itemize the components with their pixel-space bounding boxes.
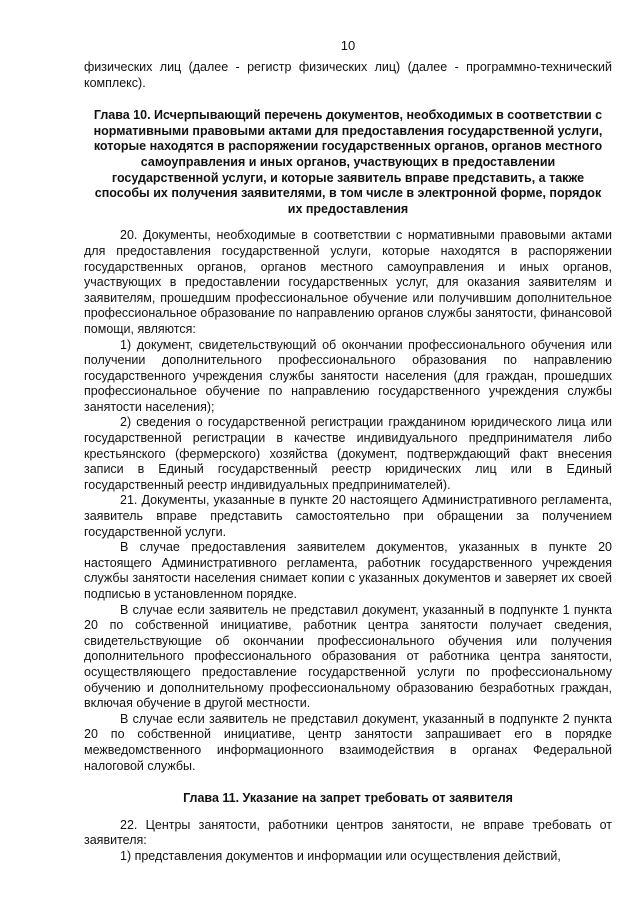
paragraph-20-item-1: 1) документ, свидетельствующий об окончании профессионального обучения или получении дополнительного профессионального образования по направлению государственного учреждения службы занятости населения (для граждан, прошедших профессиональное обучение по направлению государственного учреждения службы занятости населения);	[84, 337, 612, 414]
paragraph-subitem-2: В случае если заявитель не представил документ, указанный в подпункте 2 пункта 20 по собственной инициативе, центр занятости запрашивает его в порядке межведомственного информационного взаимодействия в органах Федеральной налоговой службы.	[84, 711, 612, 773]
paragraph-20-item-2: 2) сведения о государственной регистрации гражданином юридического лица или государственной регистрации в качестве индивидуального предпринимателя либо крестьянского (фермерского) хозяйства (документ, подтверждающий факт внесения записи в Единый государственный реестр юридических лиц или в Единый государственный реестр индивидуальных предпринимателей).	[84, 415, 612, 492]
paragraph-subitem-1: В случае если заявитель не представил документ, указанный в подпункте 1 пункта 20 по собственной инициативе, работник центра занятости получает сведения, свидетельствующие об окончании профессионального обучения или получения дополнительного профессионального образования от работника центра занятости, осуществляющего предоставление государственной услуги по профессиональному обучению и дополнительному профессиональному образованию безработных граждан, включая обучение в другой местности.	[84, 602, 612, 711]
spacer	[84, 774, 612, 791]
chapter-11-heading: Глава 11. Указание на запрет требовать от заявителя	[183, 791, 513, 806]
spacer	[84, 807, 612, 818]
paragraph-22: 22. Центры занятости, работники центров занятости, не вправе требовать от заявителя:	[84, 817, 612, 848]
paragraph-22-item-1: 1) представления документов и информации или осуществления действий,	[120, 848, 561, 863]
intro-paragraph: физических лиц (далее - регистр физических лиц) (далее - программно-технический комплекс).	[84, 60, 612, 90]
spacer	[84, 217, 612, 228]
paragraph-20: 20. Документы, необходимые в соответствии с нормативными правовыми актами для предоставления государственной услуги, которые находятся в распоряжении государственных органов, органов местного самоуправления и иных органов, участвующих в предоставлении государственных услуг, для оказания заявителям и заявителям, прошедшим профессиональное обучение или получившим дополнительное профессиональное образование по направлению органов службы занятости, финансовой помощи, являются:	[84, 228, 612, 336]
paragraph-21: 21. Документы, указанные в пункте 20 настоящего Административного регламента, заявитель вправе представить самостоятельно при обращении за получением государственной услуги.	[84, 493, 612, 539]
document-page	[84, 38, 612, 865]
chapter-10-heading: Глава 10. Исчерпывающий перечень документов, необходимых в соответствии с нормативными правовыми актами для предоставления государственной услуги, которые находятся в распоряжении государственных органов, органов местного самоуправления и иных органов, участвующих в предоставлении государственной услуги, и которые заявитель вправе представить, а также способы их получения заявителями, в том числе в электронной форме, порядок их предоставления	[93, 108, 603, 216]
page-number: 10	[340, 38, 356, 53]
paragraph-copies: В случае предоставления заявителем документов, указанных в пункте 20 настоящего Административного регламента, работник государственного учреждения службы занятости населения снимает копии с указанных документов и заверяет их своей подписью в установленном порядке.	[84, 540, 612, 601]
spacer	[84, 91, 612, 108]
